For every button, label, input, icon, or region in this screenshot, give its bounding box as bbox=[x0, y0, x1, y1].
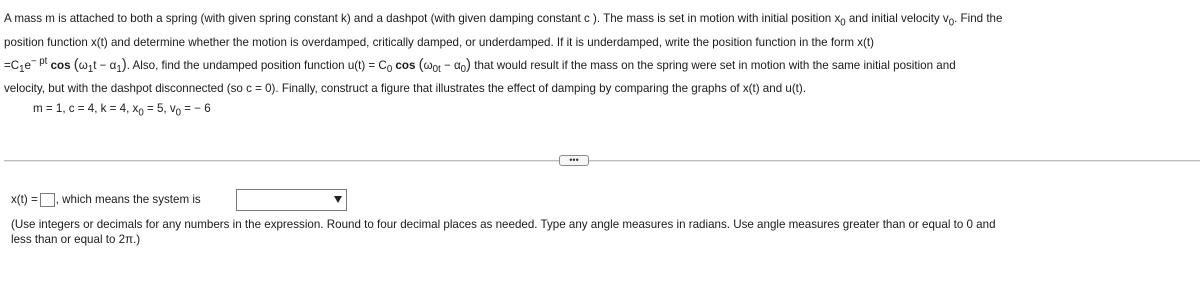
subscript: 1 bbox=[87, 63, 94, 75]
given-text: m = 1, c = 4, k = 4, x bbox=[33, 102, 139, 115]
left-paren: ( bbox=[73, 55, 79, 73]
subscript: 0 bbox=[840, 17, 846, 29]
instruction-line-2: less than or equal to 2π.) bbox=[11, 232, 141, 246]
given-values bbox=[33, 101, 211, 121]
given-text: = 5, v bbox=[143, 102, 176, 115]
answer-instructions bbox=[11, 218, 1191, 247]
problem-text: . Find the bbox=[954, 12, 1003, 25]
math-text: cos bbox=[392, 58, 419, 72]
problem-text: and initial velocity v bbox=[845, 12, 949, 25]
subscript: 0t bbox=[432, 63, 441, 75]
position-function-input[interactable] bbox=[40, 193, 55, 207]
damping-type-select[interactable] bbox=[236, 189, 347, 211]
subscript: 1 bbox=[19, 63, 25, 75]
answer-prefix: x(t) = bbox=[11, 193, 38, 206]
superscript: − pt bbox=[30, 55, 48, 67]
section-divider-shadow bbox=[4, 161, 1200, 162]
problem-statement bbox=[4, 9, 1194, 98]
given-text: = − 6 bbox=[181, 102, 211, 115]
problem-text: position function x(t) and determine whether the motion is overdamped, critically damped, or underdamped. If it is underdamped, write the position function in the form x(t) bbox=[4, 35, 874, 49]
problem-text: that would result if the mass on the spring were set in motion with the same initial position and bbox=[471, 58, 956, 72]
subscript: 0 bbox=[175, 107, 182, 119]
instruction-line-1: (Use integers or decimals for any numbers in the expression. Round to four decimal places as needed. Type any angle measures in radians. Use angle measures greater than or equal to 0 and bbox=[11, 218, 996, 231]
subscript: 0 bbox=[138, 107, 144, 119]
problem-line-4 bbox=[4, 79, 1194, 98]
problem-line-2 bbox=[4, 33, 1194, 52]
math-text: =C bbox=[4, 58, 20, 72]
answer-middle-text: , which means the system is bbox=[55, 193, 201, 206]
left-paren: ( bbox=[418, 55, 424, 73]
math-text: t − α bbox=[93, 58, 117, 72]
ellipsis-icon: ••• bbox=[569, 155, 579, 165]
problem-text: velocity, but with the dashpot disconnected (so c = 0). Finally, construct a figure that illustrates the effect of damping by comparing the graphs of x(t) and u(t). bbox=[4, 82, 806, 96]
subscript: 1 bbox=[116, 63, 122, 75]
math-text: − α bbox=[440, 58, 461, 72]
subscript: 0 bbox=[948, 17, 955, 29]
problem-line-1 bbox=[4, 9, 1194, 33]
math-text: e bbox=[24, 58, 31, 72]
subscript: 0 bbox=[460, 63, 467, 75]
dropdown-arrow-icon bbox=[334, 196, 342, 203]
expand-more-button[interactable] bbox=[559, 155, 589, 166]
answer-row bbox=[11, 191, 201, 209]
problem-text: . Also, find the undamped position function u(t) = C bbox=[126, 58, 387, 72]
subscript: 0 bbox=[386, 63, 393, 75]
math-text: ω bbox=[78, 58, 88, 72]
problem-line-3 bbox=[4, 52, 1194, 79]
math-text: cos bbox=[47, 58, 74, 72]
right-paren: ) bbox=[466, 55, 472, 73]
right-paren: ) bbox=[121, 55, 127, 73]
math-text: ω bbox=[423, 58, 433, 72]
problem-text: A mass m is attached to both a spring (with given spring constant k) and a dashpot (with given damping constant c ). The mass is set in motion with initial position x bbox=[4, 12, 841, 25]
